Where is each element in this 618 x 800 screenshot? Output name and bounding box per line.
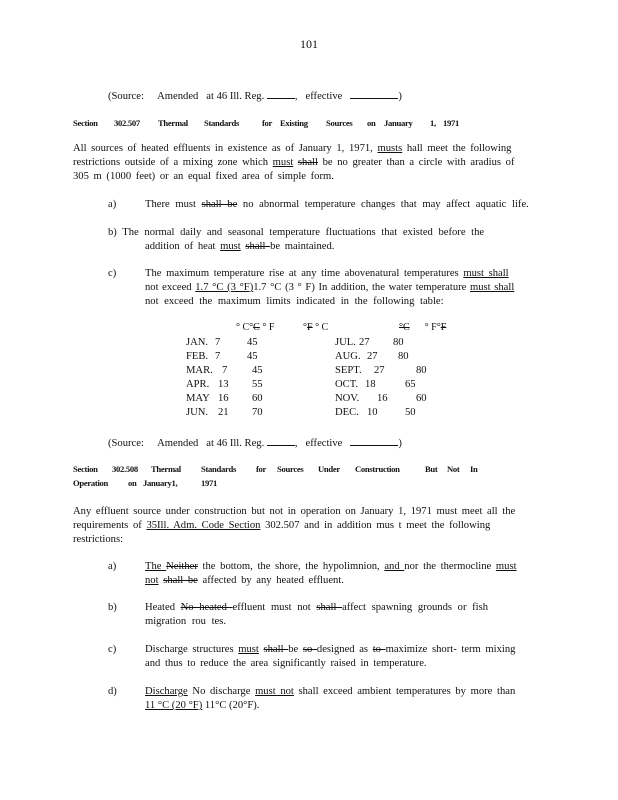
text: 305 m (1000 feet) or an equal fixed area of simple form. xyxy=(73,171,334,182)
h-word: Standards xyxy=(204,118,240,128)
text: ° F xyxy=(262,322,275,333)
text: be no greater than a circle with aradius of xyxy=(317,157,515,168)
deletion: C xyxy=(253,322,260,333)
text: Heated xyxy=(145,602,181,613)
deletion: so xyxy=(302,644,317,655)
h-word: Not xyxy=(447,464,460,474)
item-508-b-label: b) xyxy=(108,602,117,613)
text: The maximum temperature rise at any time abovenatural temperatures xyxy=(145,268,464,279)
celsius-value: 27 xyxy=(374,365,385,376)
deletion: F xyxy=(440,322,447,333)
fahrenheit-value: 60 xyxy=(416,393,427,404)
item-508-d-label: d) xyxy=(108,686,117,697)
item-c-line-3 xyxy=(145,296,444,308)
text: All sources of heated effluents in existence as of January 1, 1971, xyxy=(73,143,378,154)
close-paren: ) xyxy=(398,91,402,102)
month: JUN. xyxy=(186,407,209,418)
deletion: F xyxy=(307,322,313,333)
item-508-b-line-1 xyxy=(145,602,488,614)
table-row xyxy=(186,351,208,363)
text: No discharge xyxy=(187,686,256,697)
celsius-value: 27 xyxy=(359,337,370,348)
amended-label: Amended xyxy=(157,91,199,102)
insertion: must xyxy=(495,561,517,572)
h-word: Under xyxy=(318,464,340,474)
h-word: 1, xyxy=(430,118,436,128)
text: There must xyxy=(145,199,202,210)
fahrenheit-value: 45 xyxy=(247,351,258,362)
text: normal daily and seasonal temperature fluctuations that existed before the xyxy=(144,227,485,238)
item-508-d-line-2 xyxy=(145,700,259,712)
fahrenheit-value: 55 xyxy=(252,379,263,390)
text: be xyxy=(288,644,303,655)
deletion: Neither xyxy=(166,561,198,572)
text: shall exceed ambient temperatures by more than xyxy=(293,686,516,697)
h-word: In xyxy=(470,464,478,474)
text: 1.7 °C (3 ° F) In addition, the water temperature xyxy=(253,282,470,293)
h-word: Thermal xyxy=(158,118,188,128)
h-word: Sources xyxy=(326,118,353,128)
amended-label: Amended xyxy=(157,438,199,449)
text: restrictions outside of a mixing zone which xyxy=(73,157,273,168)
h-word: 302.507 xyxy=(114,118,140,128)
item-508-c-line-2 xyxy=(145,658,427,670)
text: no abnormal temperature changes that may affect aquatic life. xyxy=(237,199,529,210)
deletion: shall xyxy=(263,644,289,655)
table-row xyxy=(186,393,210,405)
h-word: on xyxy=(367,118,376,128)
celsius-value: 27 xyxy=(367,351,378,362)
source-label: (Source: xyxy=(108,438,144,449)
text: 11°C (20°F). xyxy=(202,700,260,711)
insertion: and xyxy=(384,561,405,572)
celsius-value: 7 xyxy=(222,365,228,376)
insertion: 11 °C (20 °F) xyxy=(145,700,203,711)
item-a-label: a) xyxy=(108,199,117,210)
source-label: (Source: xyxy=(108,91,144,102)
text: not exceed xyxy=(145,282,196,293)
h-word: Existing xyxy=(280,118,308,128)
h-word: 1971 xyxy=(201,478,217,488)
item-b-line-1 xyxy=(108,227,484,239)
deletion: No heated xyxy=(180,602,233,613)
h-word: Section xyxy=(73,118,98,128)
deletion: shall be xyxy=(201,199,238,210)
intro-line-2 xyxy=(73,157,514,169)
insertion: The xyxy=(145,561,167,572)
text: nor the thermocline xyxy=(404,561,496,572)
register-ref: at 46 Ill. Reg. xyxy=(206,438,265,449)
text: ° C xyxy=(312,322,329,333)
insertion: 35Ill. Adm. Code Section xyxy=(146,520,261,531)
h-word: January1, xyxy=(143,478,178,488)
insertion: must shall xyxy=(470,282,515,293)
insertion: must xyxy=(238,644,259,655)
celsius-value: 18 xyxy=(365,379,376,390)
fahrenheit-value: 80 xyxy=(416,365,427,376)
celsius-value: 21 xyxy=(218,407,229,418)
insertion: 1.7 °C (3 °F) xyxy=(195,282,254,293)
insertion: must xyxy=(272,157,294,168)
h-word: for xyxy=(262,118,273,128)
celsius-value: 10 xyxy=(367,407,378,418)
intro-508-line-2 xyxy=(73,520,490,532)
text: the bottom, the shore, the hypolimnion, xyxy=(197,561,385,572)
month: APR. xyxy=(186,379,210,390)
table-header-left xyxy=(236,322,274,334)
deletion: shall xyxy=(297,157,318,168)
item-c-label: c) xyxy=(108,268,117,279)
item-c-line-1 xyxy=(145,268,509,280)
table-row xyxy=(186,407,208,419)
h-word: Operation xyxy=(73,478,109,488)
text: addition of heat xyxy=(145,241,221,252)
text: ° xyxy=(303,322,307,333)
fahrenheit-value: 45 xyxy=(252,365,263,376)
celsius-value: 16 xyxy=(218,393,229,404)
text: restrictions: xyxy=(73,534,124,545)
fahrenheit-value: 45 xyxy=(247,337,258,348)
item-b-label: b) The xyxy=(108,227,139,238)
item-508-a-line-1 xyxy=(145,561,517,573)
fahrenheit-value: 60 xyxy=(252,393,263,404)
h-word: for xyxy=(256,464,267,474)
month: OCT. xyxy=(335,379,359,390)
h-word: 1971 xyxy=(443,118,459,128)
month: NOV. xyxy=(335,393,360,404)
h-word: Thermal xyxy=(151,464,181,474)
deletion: °C xyxy=(399,322,410,333)
item-b-line-2 xyxy=(145,241,334,253)
text: 302.507 and in addition mus t meet the following xyxy=(260,520,491,531)
item-508-c-line-1 xyxy=(145,644,515,656)
month: FEB. xyxy=(186,351,209,362)
text: effluent must not xyxy=(232,602,317,613)
h-word: Sources xyxy=(277,464,304,474)
register-ref: at 46 Ill. Reg. xyxy=(206,91,265,102)
text: hall meet the following xyxy=(402,143,512,154)
celsius-value: 7 xyxy=(215,337,221,348)
intro-line-1 xyxy=(73,143,511,155)
table-row xyxy=(186,365,213,377)
item-508-a-label: a) xyxy=(108,561,117,572)
fahrenheit-value: 70 xyxy=(252,407,263,418)
deletion: shall xyxy=(316,602,343,613)
month: SEPT. xyxy=(335,365,362,376)
effective-label: effective xyxy=(305,438,343,449)
h-word: Standards xyxy=(201,464,237,474)
month: MAY xyxy=(186,393,210,404)
celsius-value: 13 xyxy=(218,379,229,390)
fahrenheit-value: 65 xyxy=(405,379,416,390)
insertion: not xyxy=(145,575,159,586)
source-note-2: (Source: Amended at 46 Ill. Reg. , effective ) xyxy=(108,438,402,449)
table-header-right xyxy=(399,322,446,334)
text: and thus to reduce the area significantly raised in temperature. xyxy=(145,658,427,669)
item-a-text xyxy=(145,199,529,211)
table-header-mid xyxy=(303,322,328,334)
table-row xyxy=(186,379,209,391)
close-paren: ) xyxy=(398,438,402,449)
celsius-value: 16 xyxy=(377,393,388,404)
page-number: 101 xyxy=(300,37,318,51)
deletion: shall xyxy=(245,241,271,252)
text: maximize short- term mixing xyxy=(385,644,516,655)
h-word: 302.508 xyxy=(112,464,138,474)
intro-508-line-3 xyxy=(73,534,123,546)
text: designed as xyxy=(316,644,373,655)
celsius-value: 7 xyxy=(215,351,221,362)
month: JUL. xyxy=(335,337,356,348)
insertion: must shall xyxy=(463,268,509,279)
text: requirements of xyxy=(73,520,147,531)
text: affect spawning grounds or fish xyxy=(342,602,489,613)
h-word: Section xyxy=(73,464,98,474)
insertion: Discharge xyxy=(145,686,188,697)
month: AUG. xyxy=(335,351,361,362)
deletion: shall be xyxy=(163,575,198,586)
item-508-a-line-2 xyxy=(145,575,344,587)
insertion: must not xyxy=(255,686,294,697)
item-508-b-line-2 xyxy=(145,616,226,628)
text: ° C° xyxy=(236,322,254,333)
text: not exceed the maximum limits indicated in the following table: xyxy=(145,296,444,307)
fahrenheit-value: 80 xyxy=(393,337,404,348)
insertion: musts xyxy=(377,143,403,154)
h-word: January xyxy=(384,118,413,128)
month: DEC. xyxy=(335,407,359,418)
text: ° F° xyxy=(424,322,441,333)
month: JAN. xyxy=(186,337,209,348)
table-row xyxy=(186,337,208,349)
deletion: to xyxy=(372,644,386,655)
intro-508-line-1 xyxy=(73,506,515,518)
source-note-1: (Source: Amended at 46 Ill. Reg. , effective ) xyxy=(108,91,402,102)
month: MAR. xyxy=(186,365,213,376)
item-c-line-2 xyxy=(145,282,514,294)
item-508-c-label: c) xyxy=(108,644,117,655)
item-508-d-line-1 xyxy=(145,686,515,698)
effective-label: effective xyxy=(305,91,343,102)
text: Discharge structures xyxy=(145,644,239,655)
h-word: on xyxy=(128,478,137,488)
intro-line-3 xyxy=(73,171,334,183)
h-word: Construction xyxy=(355,464,400,474)
fahrenheit-value: 50 xyxy=(405,407,416,418)
text: migration rou tes. xyxy=(145,616,227,627)
text: affected by any heated effluent. xyxy=(197,575,344,586)
h-word: But xyxy=(425,464,438,474)
text: Any effluent source under construction but not in operation on January 1, 1971 must meet all the xyxy=(73,506,516,517)
insertion: must xyxy=(220,241,241,252)
text: be maintained. xyxy=(270,241,335,252)
fahrenheit-value: 80 xyxy=(398,351,409,362)
